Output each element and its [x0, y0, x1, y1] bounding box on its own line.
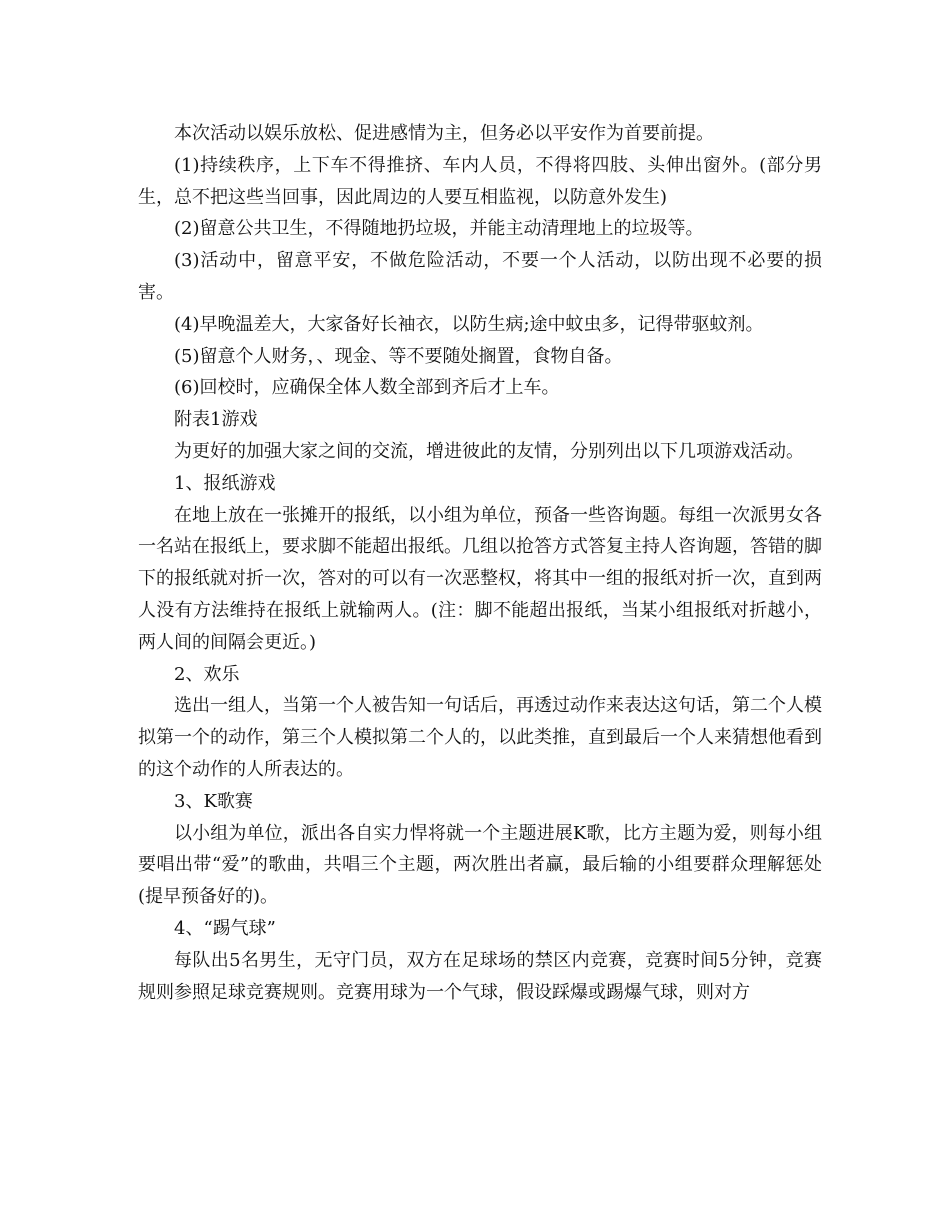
game-3-description: 以小组为单位，派出各自实力悍将就一个主题进展K歌，比方主题为爱，则每小组要唱出带“爱”的歌曲，共唱三个主题，两次胜出者赢，最后输的小组要群众理解惩处(提早预备好的)。	[138, 822, 822, 908]
appendix-heading: 附表1游戏	[174, 409, 258, 431]
paragraph-rule-3: (3)活动中，留意平安，不做危险活动，不要一个人活动，以防出现不必要的损害。	[138, 250, 822, 303]
paragraph-rule-1: (1)持续秩序，上下车不得推挤、车内人员，不得将四肢、头伸出窗外。(部分男生，总不把这些当回事，因此周边的人要互相监视，以防意外发生)	[138, 154, 822, 208]
paragraph-rule-5: (5)留意个人财务，、现金、等不要随处搁置，食物自备。	[174, 345, 623, 367]
game-1-description: 在地上放在一张摊开的报纸，以小组为单位，预备一些咨询题。每组一次派男女各一名站在报纸上，要求脚不能超出报纸。几组以抢答方式答复主持人咨询题，答错的脚下的报纸就对折一次，答对的可以有一次恶整权，将其中一组的报纸对折一次，直到两人没有方法维持在报纸上就输两人。(注：脚不能超出报纸，当某小组报纸对折越小，两人间的间隔会更近。)	[138, 504, 822, 653]
game-3-heading: 3、K歌赛	[174, 790, 253, 812]
paragraph-rule-6: (6)回校时，应确保全体人数全部到齐后才上车。	[174, 377, 560, 399]
paragraph-games-intro: 为更好的加强大家之间的交流，增进彼此的友情，分别列出以下几项游戏活动。	[174, 440, 804, 462]
document-page	[138, 118, 822, 1008]
game-2-description: 选出一组人，当第一个人被告知一句话后，再透过动作来表达这句话，第二个人模拟第一个的动作，第三个人模拟第二个人的，以此类推，直到最后一个人来猜想他看到的这个动作的人所表达的。	[138, 695, 822, 780]
paragraph-rule-4: (4)早晚温差大，大家备好长袖衣，以防生病;途中蚊虫多，记得带驱蚊剂。	[174, 313, 764, 335]
game-4-description: 每队出5名男生，无守门员，双方在足球场的禁区内竞赛，竞赛时间5分钟，竞赛规则参照足球竞赛规则。竞赛用球为一个气球，假设踩爆或踢爆气球，则对方	[138, 949, 822, 1003]
game-1-heading: 1、报纸游戏	[174, 472, 276, 494]
paragraph-intro: 本次活动以娱乐放松、促进感情为主，但务必以平安作为首要前提。	[174, 123, 714, 144]
game-2-heading: 2、欢乐	[174, 663, 240, 685]
paragraph-rule-2: (2)留意公共卫生，不得随地扔垃圾，并能主动清理地上的垃圾等。	[174, 218, 704, 240]
game-4-heading: 4、“踢气球”	[174, 917, 276, 939]
